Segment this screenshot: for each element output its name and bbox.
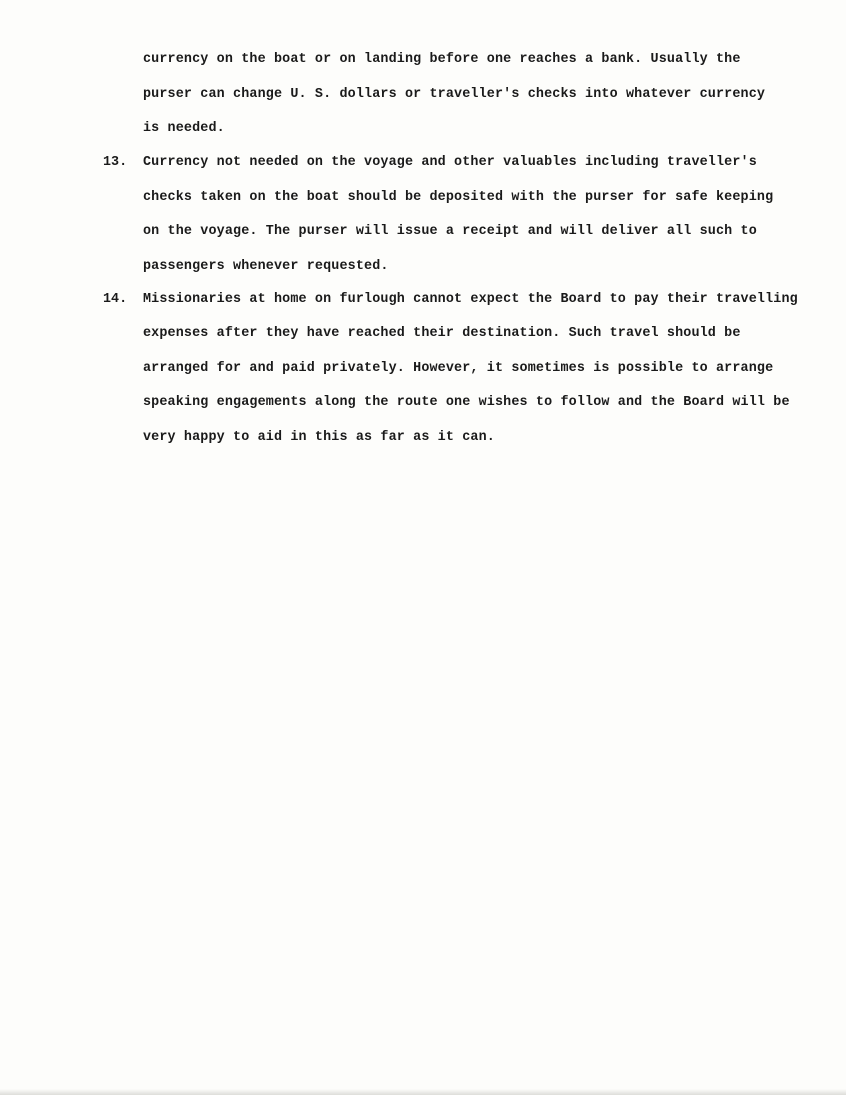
text-line: on the voyage. The purser will issue a receipt and will deliver all such to [143,224,757,239]
text-line: very happy to aid in this as far as it can. [143,430,495,445]
text-line: speaking engagements along the route one wishes to follow and the Board will be [143,395,790,410]
text-line: currency on the boat or on landing before one reaches a bank. Usually the [143,52,741,67]
item-number: 13. [103,155,128,170]
text-line: is needed. [143,121,225,136]
text-line: Currency not needed on the voyage and other valuables including traveller's [143,155,757,170]
text-line: Missionaries at home on furlough cannot expect the Board to pay their travelling [143,292,798,307]
text-line: purser can change U. S. dollars or traveller's checks into whatever currency [143,87,766,102]
text-line: checks taken on the boat should be deposited with the purser for safe keeping [143,190,774,205]
page-bottom-edge [0,1089,846,1095]
text-line: expenses after they have reached their destination. Such travel should be [143,326,741,341]
text-line: arranged for and paid privately. However, it sometimes is possible to arrange [143,361,774,376]
item-number: 14. [103,292,128,307]
text-line: passengers whenever requested. [143,259,389,274]
